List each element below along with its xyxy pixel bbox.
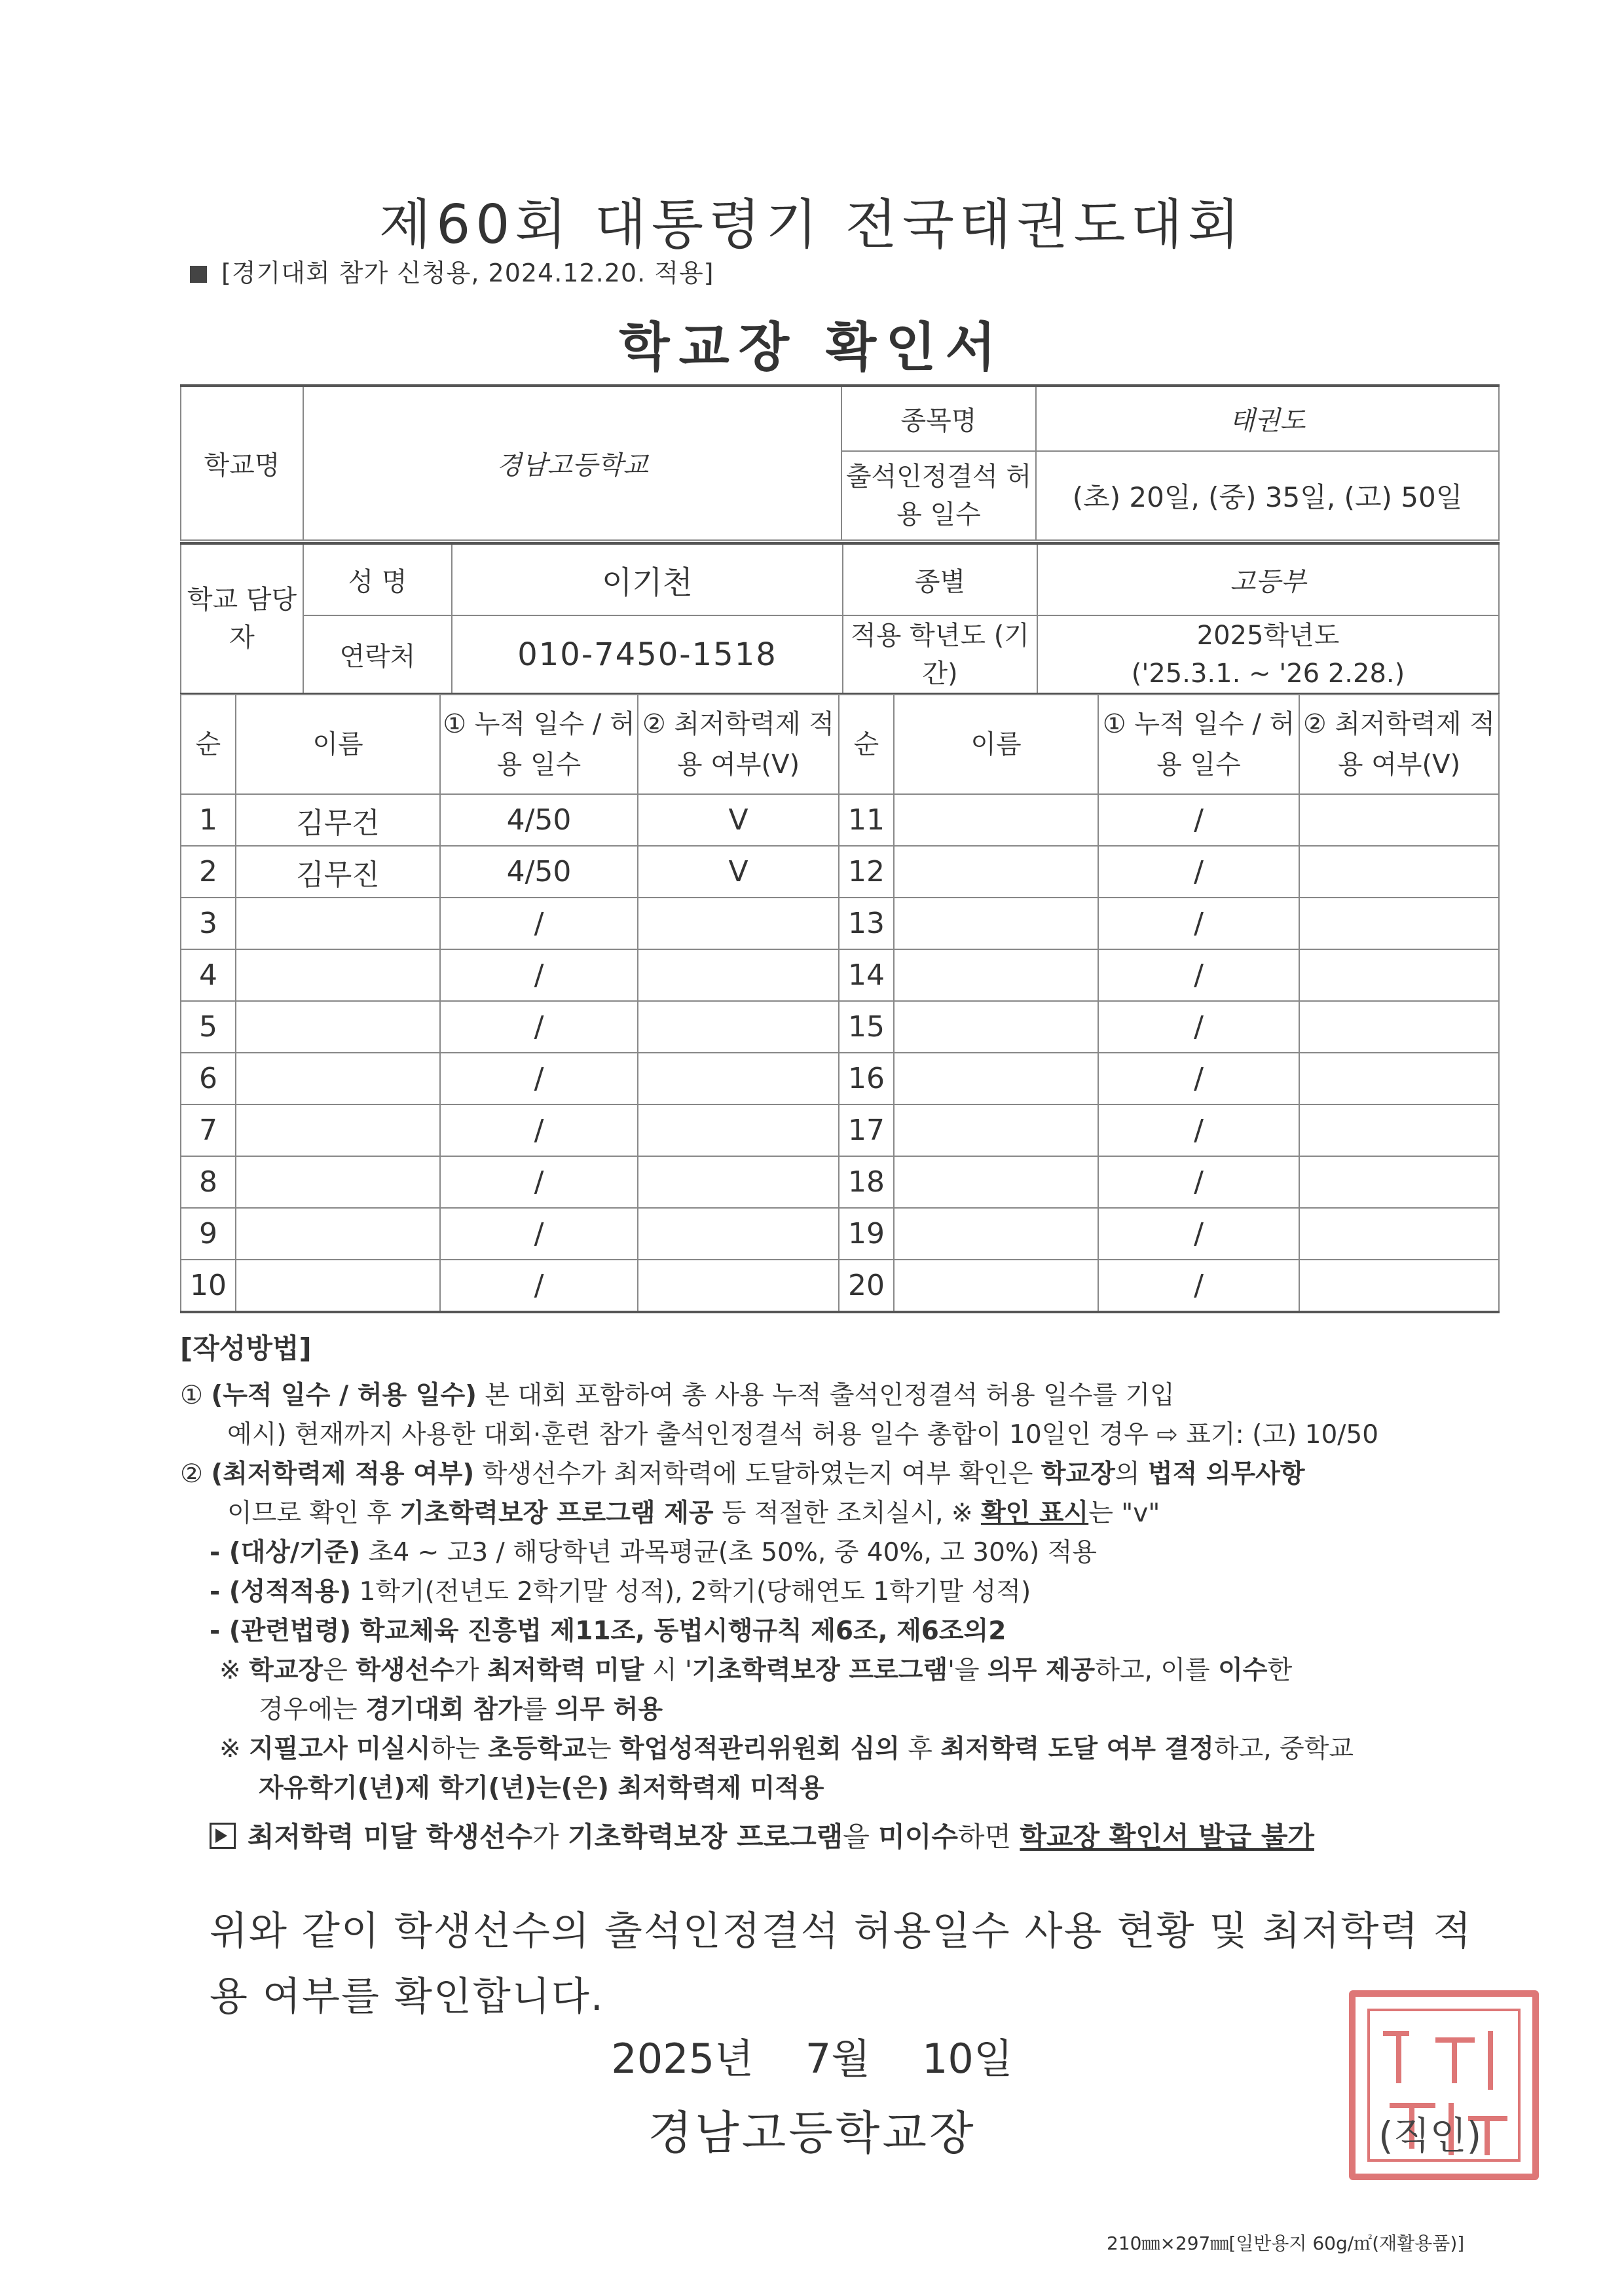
header-min-academic-right: ② 최저학력제 적용 여부(V)	[1299, 695, 1499, 794]
arrow-box-icon	[210, 1823, 236, 1849]
row-days: /	[1098, 1260, 1299, 1312]
row-no: 1	[181, 794, 236, 846]
row-no: 18	[839, 1156, 894, 1208]
table-row	[181, 1156, 1499, 1208]
row-name	[894, 846, 1098, 898]
detail-law-text: 학교체육 진흥법 제11조, 동법시행규칙 제6조, 제6조의2	[351, 1616, 1006, 1646]
instruction-2-line2	[180, 1494, 1500, 1533]
header-name-left: 이름	[236, 695, 440, 794]
row-no: 3	[181, 898, 236, 949]
note-1-j: 의무 제공	[987, 1656, 1096, 1685]
instruction-2-line2-d: 확인 표시	[980, 1499, 1089, 1528]
row-name	[894, 1260, 1098, 1312]
row-check	[1299, 846, 1499, 898]
row-check	[638, 1156, 839, 1208]
note-1-g: 시 '	[644, 1656, 692, 1685]
note-2-f: 학업성적관리위원회 심의	[619, 1734, 900, 1764]
phone-label: 연락처	[303, 615, 452, 694]
name-label: 성 명	[303, 543, 452, 615]
row-check	[1299, 949, 1499, 1001]
detail-target-bold: - (대상/기준)	[210, 1538, 361, 1567]
header-days-right: ① 누적 일수 / 허용 일수	[1098, 695, 1299, 794]
note-1-a: ※	[219, 1656, 249, 1685]
row-name	[236, 1260, 440, 1312]
school-year-period: ('25.3.1. ~ '26 2.28.)	[1131, 658, 1405, 689]
table-row	[181, 1001, 1499, 1053]
final-note-c: 기초학력보장 프로그램	[567, 1821, 843, 1853]
document-title: 학교장 확인서	[619, 317, 1005, 378]
row-check	[638, 1053, 839, 1104]
row-name	[894, 1208, 1098, 1260]
note-1-line2-d: 의무 허용	[555, 1695, 663, 1724]
final-note-f: 하면	[957, 1821, 1020, 1853]
final-note-b: 가	[532, 1821, 568, 1853]
row-name	[236, 898, 440, 949]
header-days-left: ① 누적 일수 / 허용 일수	[440, 695, 638, 794]
instruction-2-line2-e: 는 "v"	[1088, 1499, 1160, 1528]
note-1-e: 가	[454, 1656, 487, 1685]
absence-allow-value: (초) 20일, (중) 35일, (고) 50일	[1036, 451, 1499, 540]
table-row	[181, 794, 1499, 846]
row-days: /	[1098, 1156, 1299, 1208]
row-days: /	[1098, 898, 1299, 949]
row-check: V	[638, 846, 839, 898]
row-name	[236, 1156, 440, 1208]
row-name	[236, 1001, 440, 1053]
header-no-right: 순	[839, 695, 894, 794]
row-days: /	[1098, 846, 1299, 898]
row-name: 김무진	[236, 846, 440, 898]
row-name: 김무건	[236, 794, 440, 846]
school-year-value: 2025학년도	[1196, 620, 1340, 651]
school-year-label: 적용 학년도 (기간)	[843, 615, 1037, 694]
note-1-l: 이수	[1218, 1656, 1268, 1685]
row-no: 11	[839, 794, 894, 846]
final-note	[180, 1817, 1500, 1857]
name-value: 이기천	[452, 543, 843, 615]
row-days: /	[440, 1104, 638, 1156]
header-min-academic-left: ② 최저학력제 적용 여부(V)	[638, 695, 839, 794]
note-1-line2-b: 경기대회 참가	[365, 1695, 523, 1724]
note-2-i: 하고, 중학교	[1213, 1734, 1354, 1764]
row-check	[1299, 898, 1499, 949]
final-note-g: 학교장 확인서 발급 불가	[1020, 1821, 1314, 1853]
note-2-h: 최저학력 도달 여부 결정	[940, 1734, 1214, 1764]
phone-value: 010-7450-1518	[452, 615, 843, 694]
final-note-e: 미이수	[878, 1821, 958, 1853]
instruction-2-line2-a: 이므로 확인 후	[227, 1499, 400, 1528]
note-1-m: 한	[1267, 1656, 1293, 1685]
note-1-line2-a: 경우에는	[259, 1695, 366, 1724]
note-1-b: 학교장	[249, 1656, 323, 1685]
school-name-label: 학교명	[181, 386, 303, 540]
table-row	[181, 1104, 1499, 1156]
table-row	[181, 949, 1499, 1001]
square-bullet-icon	[190, 266, 207, 283]
row-days: /	[1098, 1053, 1299, 1104]
note-2-c: 하는	[430, 1734, 489, 1764]
row-days: /	[440, 1156, 638, 1208]
event-title: 제60회 대통령기 전국태권도대회	[378, 194, 1246, 256]
row-name	[894, 1053, 1098, 1104]
detail-law-bold: - (관련법령)	[210, 1616, 352, 1646]
subtitle	[190, 253, 714, 289]
row-no: 7	[181, 1104, 236, 1156]
division-value: 고등부	[1037, 543, 1499, 615]
note-1-h: 기초학력보장 프로그램	[692, 1656, 948, 1685]
row-no: 19	[839, 1208, 894, 1260]
row-name	[236, 949, 440, 1001]
row-days: /	[1098, 1104, 1299, 1156]
row-days: /	[440, 949, 638, 1001]
row-check	[1299, 1053, 1499, 1104]
note-2-d: 초등학교	[488, 1734, 587, 1764]
row-days: /	[440, 1260, 638, 1312]
row-no: 17	[839, 1104, 894, 1156]
table-row	[181, 898, 1499, 949]
seal-label: (직인)	[1378, 2113, 1482, 2158]
final-note-d: 을	[843, 1821, 879, 1853]
contact-person-label: 학교 담당자	[181, 543, 303, 694]
row-no: 2	[181, 846, 236, 898]
note-2-b: 지필고사 미실시	[249, 1734, 431, 1764]
table-row	[181, 1053, 1499, 1104]
note-1-k: 하고, 이를	[1095, 1656, 1219, 1685]
row-name	[236, 1053, 440, 1104]
row-no: 14	[839, 949, 894, 1001]
row-days: /	[440, 1001, 638, 1053]
sport-value: 태권도	[1036, 386, 1499, 451]
detail-target-text: 초4 ~ 고3 / 해당학년 과목평균(초 50%, 중 40%, 고 30%) 적용	[360, 1538, 1097, 1567]
confirmation-date: 2025년 7월 10일	[611, 2035, 1013, 2083]
note-1	[180, 1651, 1500, 1690]
row-days: /	[1098, 1001, 1299, 1053]
note-2-a: ※	[219, 1734, 249, 1764]
detail-grade	[180, 1573, 1500, 1612]
row-days: /	[1098, 794, 1299, 846]
instruction-2-line2-c: 등 적절한 조치실시, ※	[713, 1499, 981, 1528]
row-no: 15	[839, 1001, 894, 1053]
absence-allow-label: 출석인정결석 허용 일수	[841, 451, 1036, 540]
row-no: 9	[181, 1208, 236, 1260]
row-name	[236, 1104, 440, 1156]
row-no: 10	[181, 1260, 236, 1312]
confirmation-statement: 위와 같이 학생선수의 출석인정결석 허용일수 사용 현황 및 최저학력 적용 여부를 확인합니다.	[210, 1908, 1473, 2020]
principal-name: 경남고등학교장	[648, 2106, 976, 2160]
row-no: 13	[839, 898, 894, 949]
instruction-1	[180, 1376, 1500, 1415]
row-name	[894, 898, 1098, 949]
row-name	[894, 794, 1098, 846]
row-check	[638, 898, 839, 949]
school-year-cell	[1037, 615, 1499, 694]
note-1-c: 은	[323, 1656, 356, 1685]
detail-grade-text: 1학기(전년도 2학기말 성적), 2학기(당해연도 1학기말 성적)	[351, 1577, 1031, 1607]
note-2	[180, 1730, 1500, 1769]
instruction-2-text: 학생선수가 최저학력에 도달하였는지 여부 확인은	[474, 1459, 1041, 1489]
row-no: 4	[181, 949, 236, 1001]
sport-label: 종목명	[841, 386, 1036, 451]
note-2-e: 는	[586, 1734, 619, 1764]
row-check	[638, 1104, 839, 1156]
row-check	[638, 949, 839, 1001]
detail-target	[180, 1533, 1500, 1573]
row-check: V	[638, 794, 839, 846]
instruction-1-num: ①	[180, 1381, 203, 1410]
instruction-1-bold: (누적 일수 / 허용 일수)	[211, 1381, 477, 1410]
row-no: 12	[839, 846, 894, 898]
table-row	[181, 846, 1499, 898]
note-2-g: 후	[899, 1734, 941, 1764]
instruction-2-line2-b: 기초학력보장 프로그램 제공	[399, 1499, 714, 1528]
detail-law	[180, 1612, 1500, 1651]
roster-table	[180, 694, 1500, 1313]
note-2-line2-text: 자유학기(년)제 학기(년)는(은) 최저학력제 미적용	[259, 1774, 824, 1803]
paper-spec: 210㎜×297㎜[일반용지 60g/㎡(재활용품)]	[1107, 2232, 1465, 2254]
row-name	[236, 1208, 440, 1260]
instruction-1-text: 본 대회 포함하여 총 사용 누적 출석인정결석 허용 일수를 기입	[476, 1381, 1175, 1410]
row-days: /	[1098, 1208, 1299, 1260]
instruction-1-example: 예시) 현재까지 사용한 대회·훈련 참가 출석인정결석 허용 일수 총합이 10일인 경우 ⇨ 표기: (고) 10/50	[227, 1420, 1379, 1449]
instruction-2	[180, 1455, 1500, 1494]
row-days: /	[440, 898, 638, 949]
row-check	[1299, 1104, 1499, 1156]
note-1-f: 최저학력 미달	[487, 1656, 644, 1685]
row-days: 4/50	[440, 846, 638, 898]
row-check	[1299, 794, 1499, 846]
detail-grade-bold: - (성적적용)	[210, 1577, 352, 1607]
instruction-2-bold: (최저학력제 적용 여부)	[211, 1459, 475, 1489]
note-1-line2	[180, 1690, 1500, 1730]
school-name-value: 경남고등학교	[303, 386, 841, 540]
header-name-right: 이름	[894, 695, 1098, 794]
note-1-d: 학생선수	[356, 1656, 454, 1685]
row-no: 6	[181, 1053, 236, 1104]
division-label: 종별	[843, 543, 1037, 615]
final-note-a: 최저학력 미달 학생선수	[248, 1821, 532, 1853]
row-check	[1299, 1001, 1499, 1053]
row-check	[638, 1260, 839, 1312]
instruction-2-legal-duty: 법적 의무사항	[1147, 1459, 1305, 1489]
row-no: 8	[181, 1156, 236, 1208]
row-no: 5	[181, 1001, 236, 1053]
row-check	[1299, 1156, 1499, 1208]
table-row	[181, 1260, 1499, 1312]
instruction-2-text2: 의	[1115, 1459, 1148, 1489]
row-check	[638, 1208, 839, 1260]
row-no: 16	[839, 1053, 894, 1104]
instructions-heading: [작성방법]	[180, 1332, 312, 1364]
row-name	[894, 949, 1098, 1001]
row-name	[894, 1104, 1098, 1156]
row-name	[894, 1156, 1098, 1208]
row-name	[894, 1001, 1098, 1053]
header-no-left: 순	[181, 695, 236, 794]
school-info-table	[180, 384, 1500, 541]
row-days: /	[440, 1053, 638, 1104]
note-1-line2-c: 를	[522, 1695, 555, 1724]
instructions	[180, 1329, 1500, 1857]
note-1-i: '을	[948, 1656, 987, 1685]
instruction-2-num: ②	[180, 1459, 203, 1489]
row-check	[1299, 1208, 1499, 1260]
row-check	[638, 1001, 839, 1053]
instruction-2-principal: 학교장	[1041, 1459, 1115, 1489]
note-2-line2	[180, 1769, 1500, 1808]
table-row	[181, 1208, 1499, 1260]
row-check	[1299, 1260, 1499, 1312]
subtitle-text: [경기대회 참가 신청용, 2024.12.20. 적용]	[221, 259, 714, 287]
row-days: /	[440, 1208, 638, 1260]
contact-info-table	[180, 542, 1500, 695]
row-days: /	[1098, 949, 1299, 1001]
row-no: 20	[839, 1260, 894, 1312]
row-days: 4/50	[440, 794, 638, 846]
